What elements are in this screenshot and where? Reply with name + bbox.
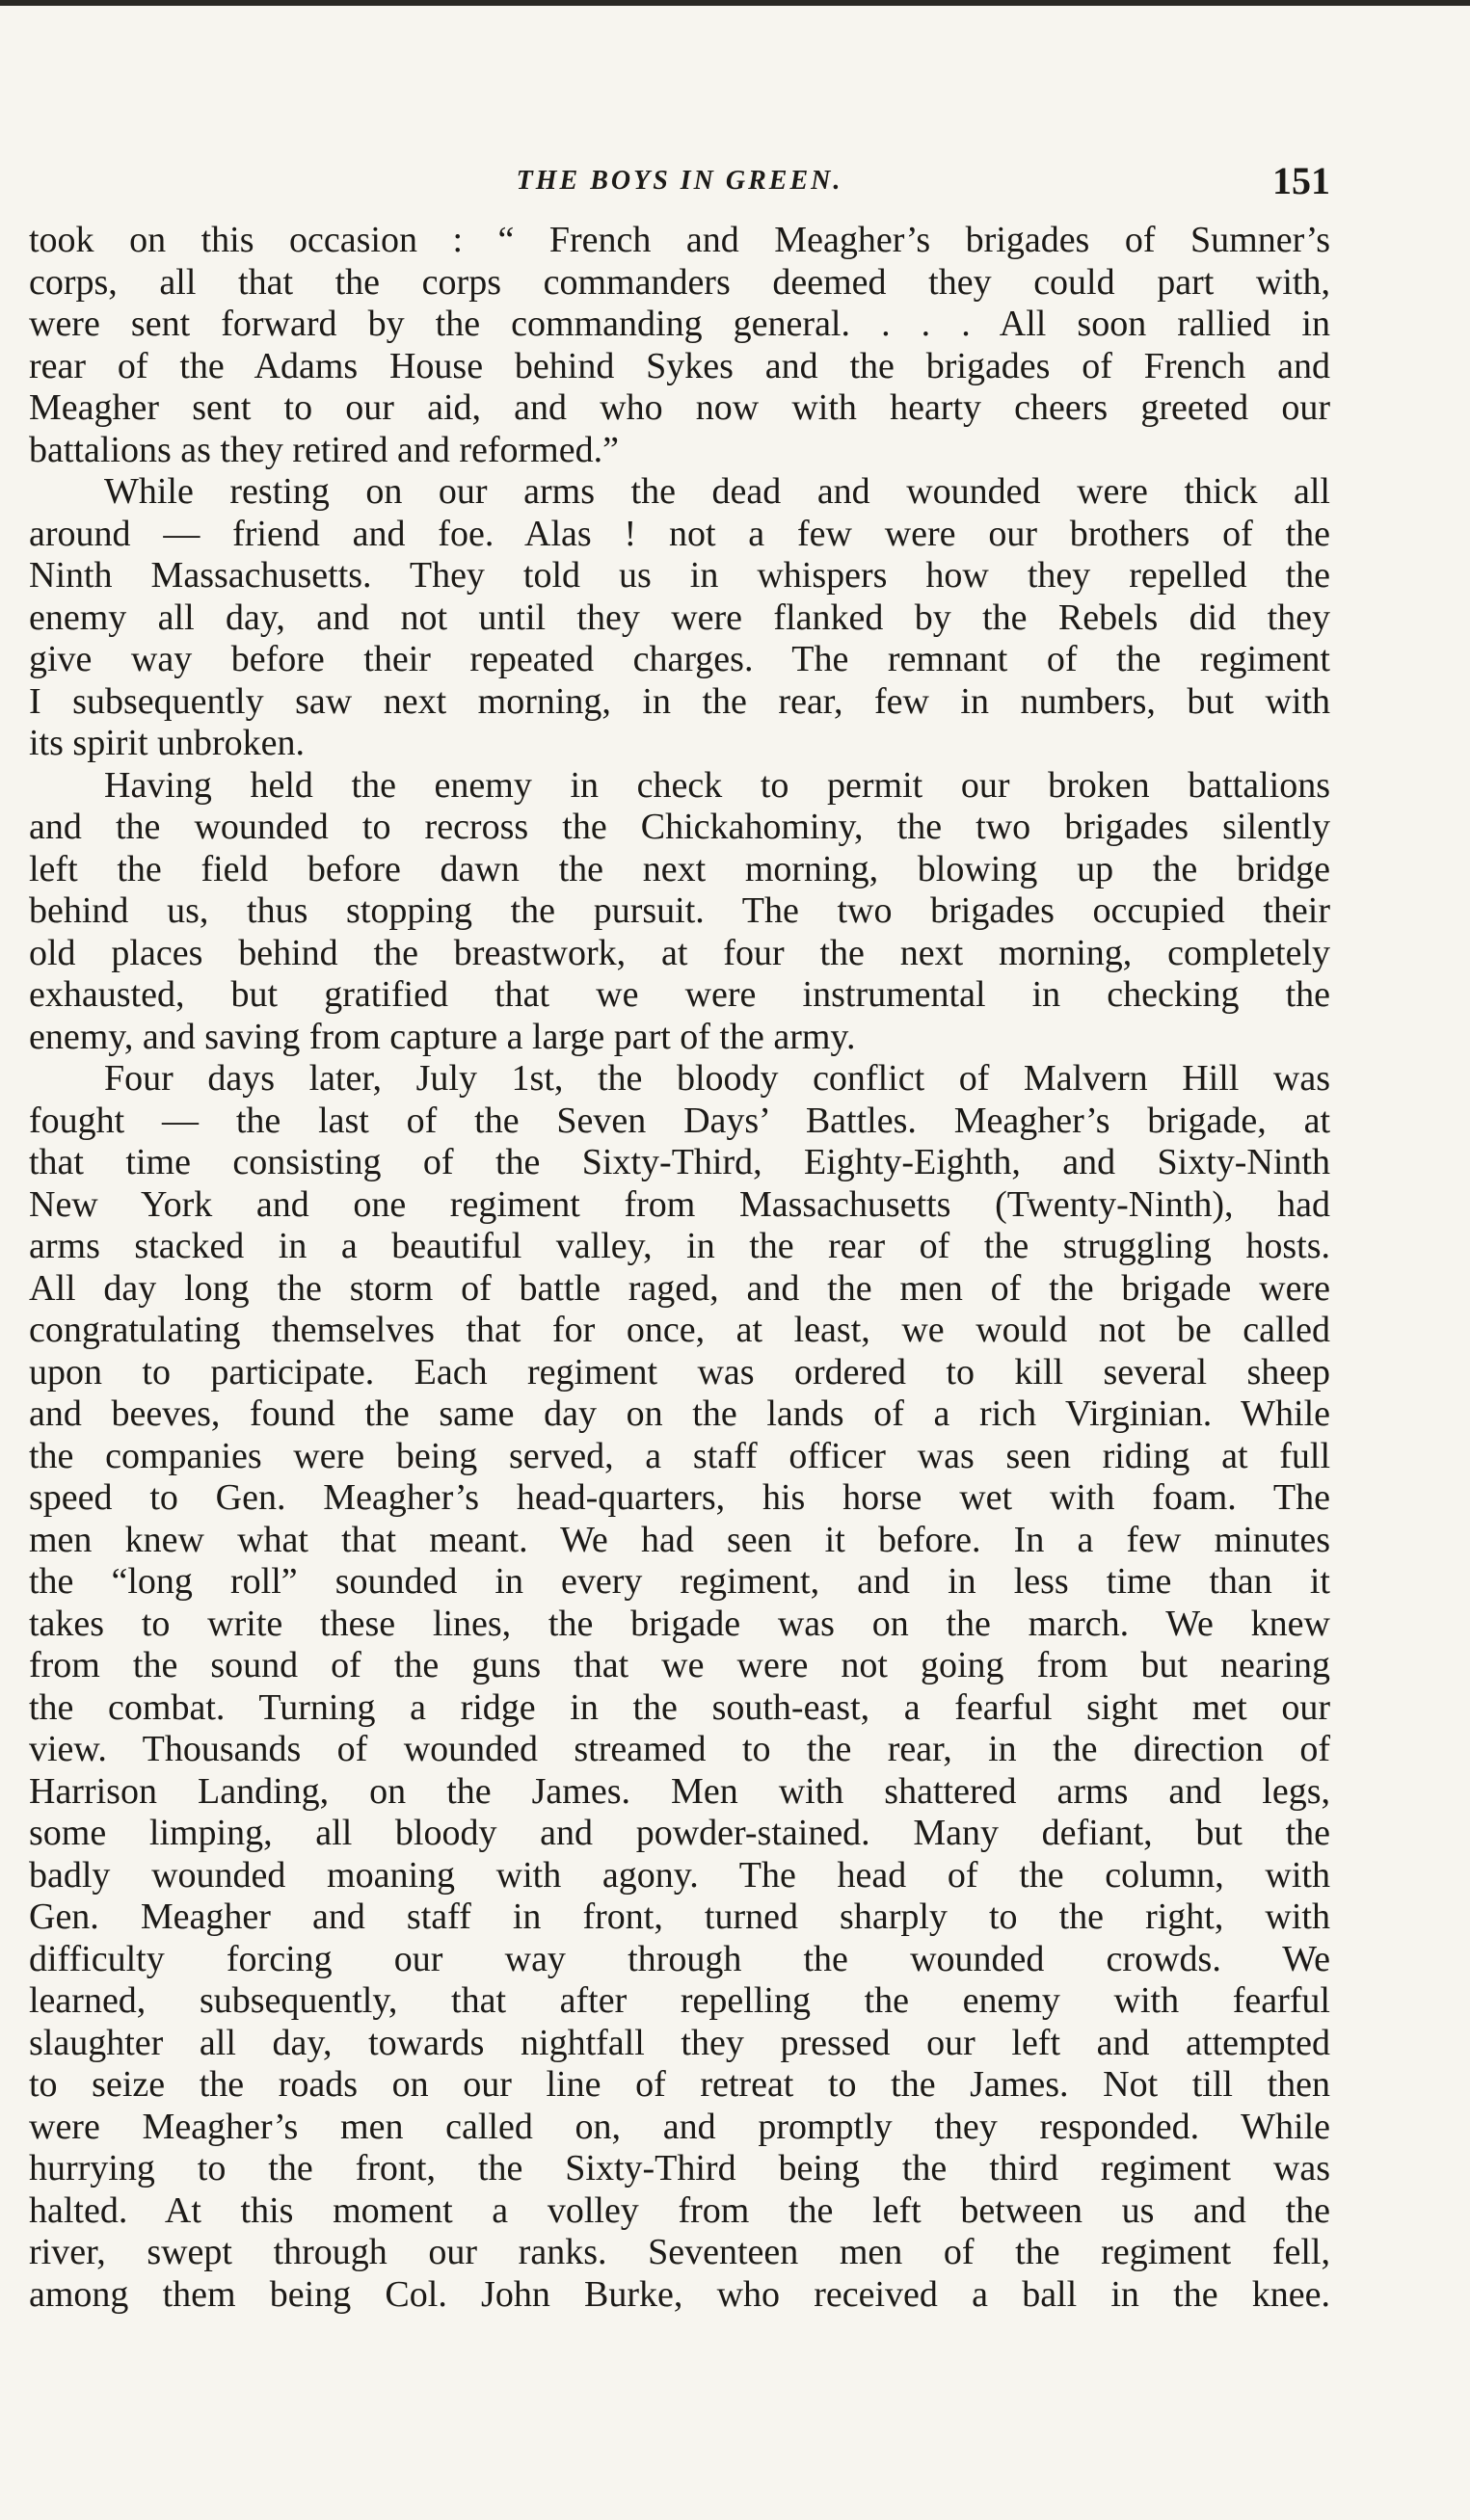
text-line: Four days later, July 1st, the bloody conflict of Malvern Hill was	[104, 1058, 1330, 1099]
text-line: takes to write these lines, the brigade was on the march. We knew	[29, 1603, 1330, 1644]
text-line: battalions as they retired and reformed.”	[29, 429, 619, 470]
text-line: enemy all day, and not until they were flanked by the Rebels did they	[29, 597, 1330, 638]
text-line: around — friend and foe. Alas ! not a few were our brothers of the	[29, 513, 1330, 554]
text-line: Harrison Landing, on the James. Men with shattered arms and legs,	[29, 1770, 1330, 1812]
text-line: speed to Gen. Meagher’s head-quarters, his horse wet with foam. The	[29, 1477, 1330, 1518]
text-line: Meagher sent to our aid, and who now with hearty cheers greeted our	[29, 387, 1330, 428]
text-line: were sent forward by the commanding general. . . . All soon rallied in	[29, 304, 1330, 344]
page-number: 151	[1272, 159, 1330, 202]
text-line: upon to participate. Each regiment was ordered to kill several sheep	[29, 1351, 1330, 1393]
text-line: rear of the Adams House behind Sykes and the brigades of French and	[29, 345, 1330, 386]
text-line: behind us, thus stopping the pursuit. The two brigades occupied their	[29, 890, 1330, 931]
text-line: hurrying to the front, the Sixty-Third being the third regiment was	[29, 2148, 1330, 2188]
text-line: from the sound of the guns that we were not going from but nearing	[29, 1645, 1330, 1685]
text-line: took on this occasion : “ French and Meagher’s brigades of Sumner’s	[29, 220, 1330, 260]
text-line: badly wounded moaning with agony. The head of the column, with	[29, 1854, 1330, 1896]
text-line: and the wounded to recross the Chickahominy, the two brigades silently	[29, 807, 1330, 847]
text-line: that time consisting of the Sixty-Third, Eighty-Eighth, and Sixty-Ninth	[29, 1142, 1330, 1182]
text-line: arms stacked in a beautiful valley, in the rear of the struggling hosts.	[29, 1226, 1330, 1266]
text-line: halted. At this moment a volley from the left between us and the	[29, 2189, 1330, 2231]
top-border	[0, 0, 1470, 6]
text-line: view. Thousands of wounded streamed to the rear, in the direction of	[29, 1729, 1330, 1769]
text-line: enemy, and saving from capture a large part of the army.	[29, 1016, 856, 1057]
text-line: I subsequently saw next morning, in the rear, few in numbers, but with	[29, 680, 1330, 722]
text-line: difficulty forcing our way through the wounded crowds. We	[29, 1938, 1330, 1979]
text-line: its spirit unbroken.	[29, 723, 306, 763]
text-line: the combat. Turning a ridge in the south-east, a fearful sight met our	[29, 1686, 1330, 1728]
running-title: THE BOYS IN GREEN.	[516, 166, 843, 196]
text-line: corps, all that the corps commanders deemed they could part with,	[29, 261, 1330, 303]
text-line: slaughter all day, towards nightfall they pressed our left and attempted	[29, 2022, 1330, 2063]
text-line: men knew what that meant. We had seen it before. In a few minutes	[29, 1519, 1330, 1560]
text-line: give way before their repeated charges. The remnant of the regiment	[29, 639, 1330, 679]
text-line: some limping, all bloody and powder-stained. Many defiant, but the	[29, 1813, 1330, 1853]
text-line: New York and one regiment from Massachusetts (Twenty-Ninth), had	[29, 1183, 1330, 1225]
text-line: the companies were being served, a staff officer was seen riding at full	[29, 1435, 1330, 1476]
text-body	[29, 220, 1330, 2316]
text-line: All day long the storm of battle raged, and the men of the brigade were	[29, 1267, 1330, 1309]
text-line: Having held the enemy in check to permit our broken battalions	[104, 764, 1330, 806]
running-head	[29, 154, 1330, 212]
text-line: exhausted, but gratified that we were instrumental in checking the	[29, 974, 1330, 1015]
text-line: the “long roll” sounded in every regiment, and in less time than it	[29, 1561, 1330, 1602]
text-line: among them being Col. John Burke, who received a ball in the knee.	[29, 2273, 1330, 2315]
text-line: were Meagher’s men called on, and promptly they responded. While	[29, 2106, 1330, 2147]
text-line: left the field before dawn the next morning, blowing up the bridge	[29, 848, 1330, 889]
text-line: and beeves, found the same day on the lands of a rich Virginian. While	[29, 1393, 1330, 1434]
text-line: old places behind the breastwork, at four the next morning, completely	[29, 932, 1330, 973]
text-line: to seize the roads on our line of retreat to the James. Not till then	[29, 2064, 1330, 2105]
text-line: Gen. Meagher and staff in front, turned sharply to the right, with	[29, 1897, 1330, 1937]
text-line: While resting on our arms the dead and wounded were thick all	[104, 471, 1330, 512]
text-line: Ninth Massachusetts. They told us in whispers how they repelled the	[29, 555, 1330, 596]
book-page	[29, 154, 1330, 2316]
text-line: fought — the last of the Seven Days’ Battles. Meagher’s brigade, at	[29, 1100, 1330, 1141]
text-line: congratulating themselves that for once, at least, we would not be called	[29, 1310, 1330, 1350]
text-line: learned, subsequently, that after repelling the enemy with fearful	[29, 1980, 1330, 2021]
text-line: river, swept through our ranks. Seventeen men of the regiment fell,	[29, 2232, 1330, 2272]
